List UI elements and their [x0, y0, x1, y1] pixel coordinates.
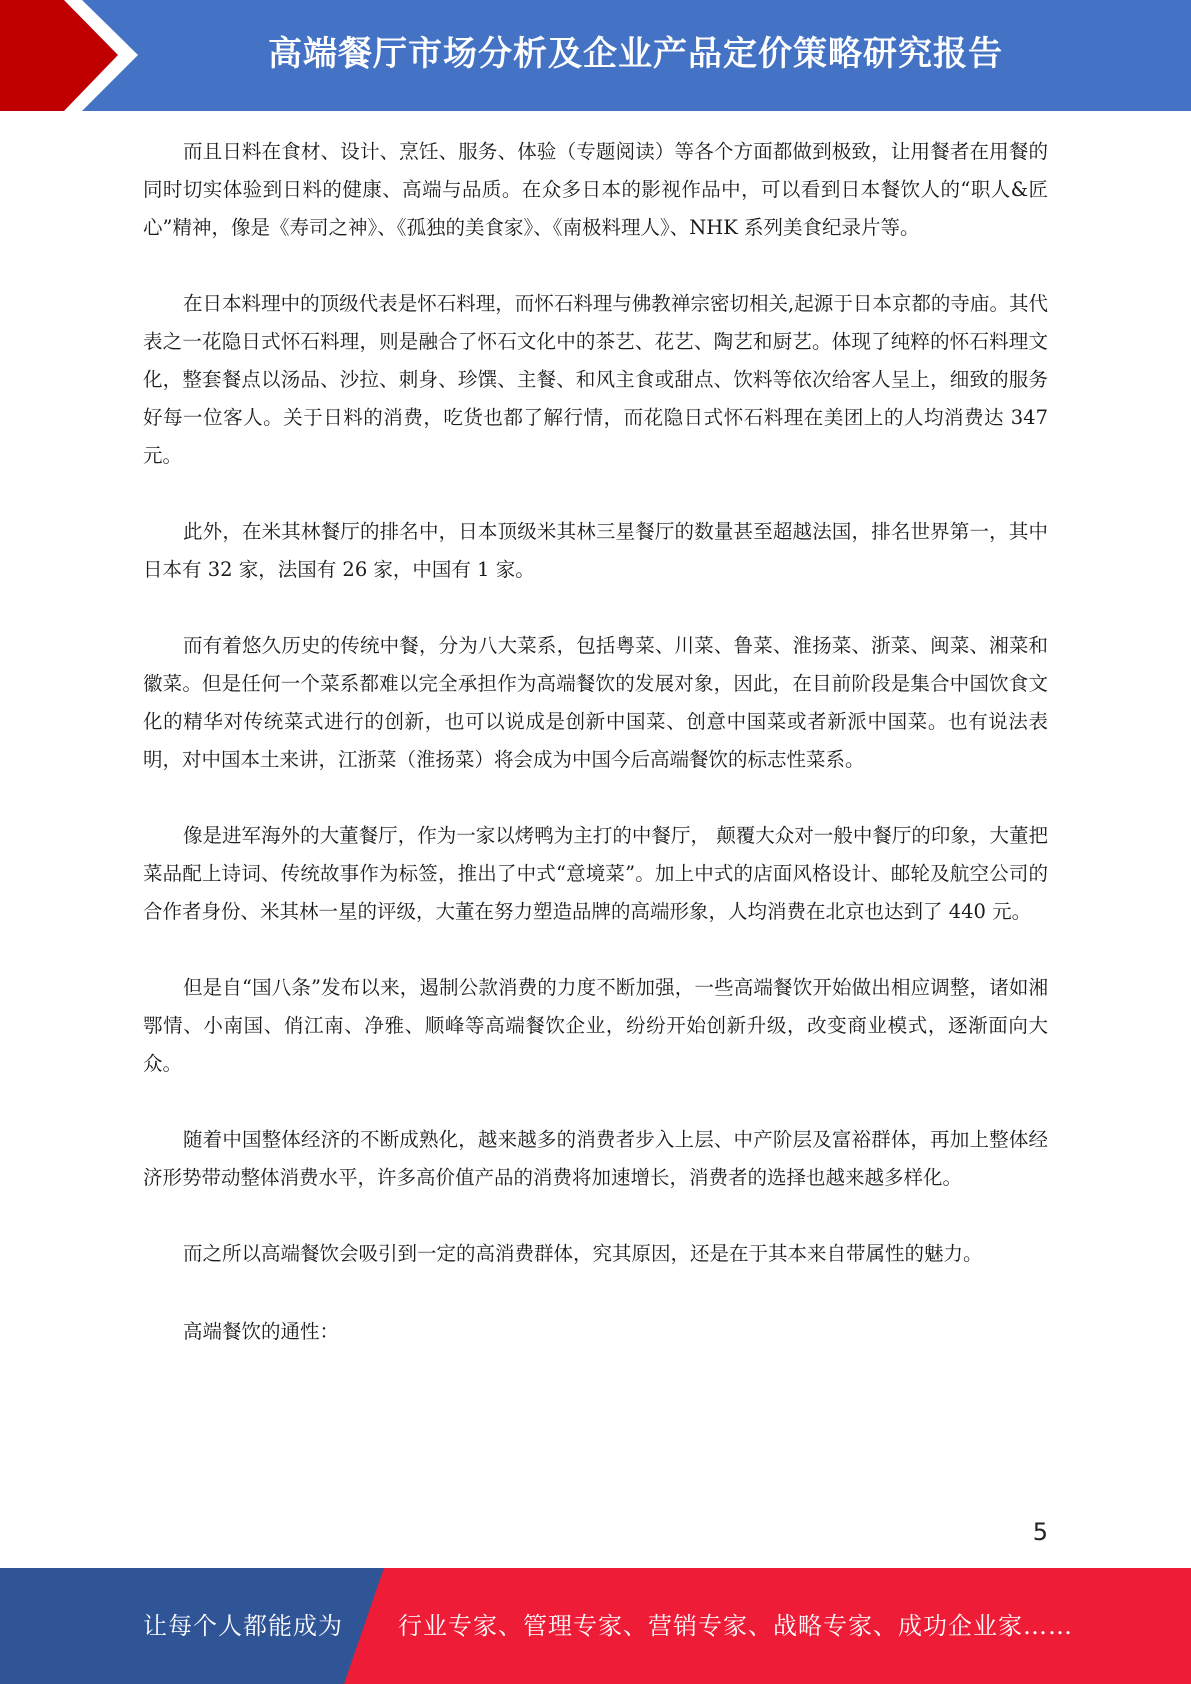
paragraph: 此外，在米其林餐厅的排名中，日本顶级米其林三星餐厅的数量甚至超越法国，排名世界第一，其中日本有 32 家，法国有 26 家，中国有 1 家。 — [143, 520, 1048, 581]
paragraph: 在日本料理中的顶级代表是怀石料理，而怀石料理与佛教禅宗密切相关,起源于日本京都的寺庙。其代表之一花隐日式怀石料理，则是融合了怀石文化中的茶艺、花艺、陶艺和厨艺。体现了纯粹的怀石料理文化，整套餐点以汤品、沙拉、刺身、珍馔、主餐、和风主食或甜点、饮料等依次给客人呈上，细致的服务好每一位客人。关于日料的消费，吃货也都了解行情，而花隐日式怀石料理在美团上的人均消费达 347 元。 — [143, 292, 1048, 467]
document-body — [143, 133, 1048, 1391]
footer-slogan-right: 行业专家、管理专家、营销专家、战略专家、成功企业家…… — [398, 1612, 1073, 1640]
paragraph: 像是进军海外的大董餐厅，作为一家以烤鸭为主打的中餐厅， 颠覆大众对一般中餐厅的印象，大董把菜品配上诗词、传统故事作为标签，推出了中式“意境菜”。加上中式的店面风格设计、邮轮及航空公司的合作者身份、米其林一星的评级，大董在努力塑造品牌的高端形象，人均消费在北京也达到了 440 元。 — [143, 824, 1048, 923]
paragraph: 随着中国整体经济的不断成熟化，越来越多的消费者步入上层、中产阶层及富裕群体，再加上整体经济形势带动整体消费水平，许多高价值产品的消费将加速增长，消费者的选择也越来越多样化。 — [143, 1128, 1048, 1189]
report-title: 高端餐厅市场分析及企业产品定价策略研究报告 — [268, 34, 1003, 74]
paragraph: 而有着悠久历史的传统中餐，分为八大菜系，包括粤菜、川菜、鲁菜、淮扬菜、浙菜、闽菜、湘菜和徽菜。但是任何一个菜系都难以完全承担作为高端餐饮的发展对象，因此，在目前阶段是集合中国饮食文化的精华对传统菜式进行的创新，也可以说成是创新中国菜、创意中国菜或者新派中国菜。也有说法表明，对中国本土来讲，江浙菜（淮扬菜）将会成为中国今后高端餐饮的标志性菜系。 — [143, 634, 1048, 771]
footer-banner — [0, 1568, 1191, 1684]
paragraph-heading: 高端餐饮的通性： — [183, 1320, 340, 1343]
footer-slogan-left: 让每个人都能成为 — [143, 1612, 343, 1640]
header-banner — [0, 0, 1191, 111]
paragraph: 但是自“国八条”发布以来，遏制公款消费的力度不断加强，一些高端餐饮开始做出相应调整，诸如湘鄂情、小南国、俏江南、净雅、顺峰等高端餐饮企业，纷纷开始创新升级，改变商业模式，逐渐面向大众。 — [143, 976, 1048, 1075]
chevron-arrow-icon — [0, 0, 160, 111]
chevron-red-fill — [0, 0, 118, 111]
paragraph: 而且日料在食材、设计、烹饪、服务、体验（专题阅读）等各个方面都做到极致，让用餐者在用餐的同时切实体验到日料的健康、高端与品质。在众多日本的影视作品中，可以看到日本餐饮人的“职人&匠心”精神，像是《寿司之神》、《孤独的美食家》、《南极料理人》、NHK 系列美食纪录片等。 — [143, 140, 1048, 239]
paragraph: 而之所以高端餐饮会吸引到一定的高消费群体，究其原因，还是在于其本来自带属性的魅力。 — [183, 1242, 983, 1265]
page-number: 5 — [1032, 1518, 1048, 1546]
